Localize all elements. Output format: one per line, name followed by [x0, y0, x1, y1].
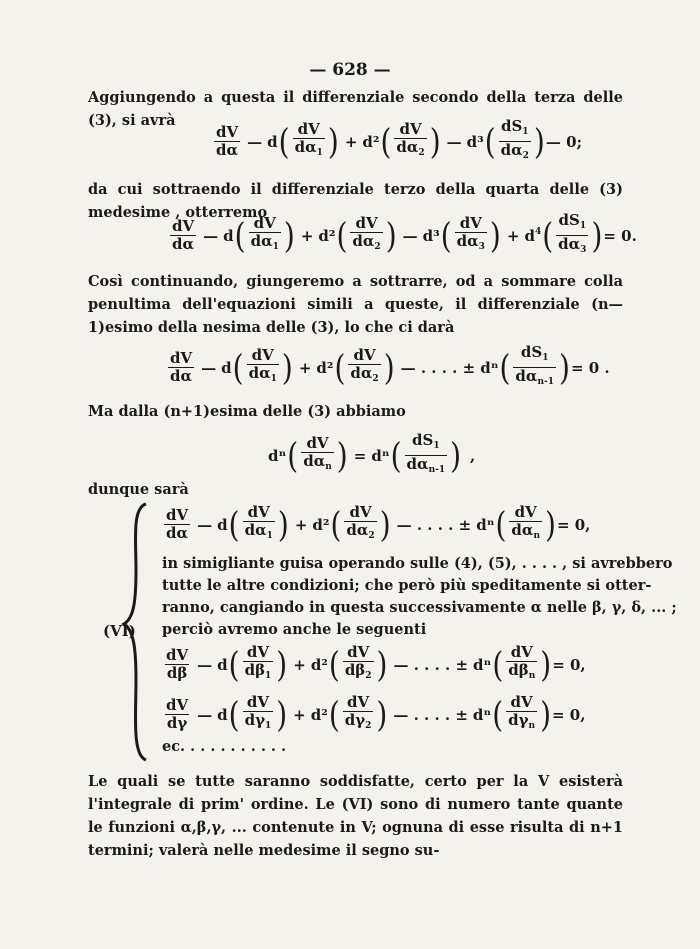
system-text-4: perciò avremo anche le seguenti: [162, 621, 427, 638]
paragraph-4: Ma dalla (n+1)esima delle (3) abbiamo: [88, 403, 406, 420]
equation-2: $\frac{dV}{d\alpha}$ — d ( $\frac{dV}{d\alpha_1}$ ) + d² ( $\frac{dV}{d\alpha_2}$ ) — d³ ( $\frac{dV}{d\alpha_3}$ ) + $d^4$ ( $\frac{dS_1}{d\alpha_3}$ ) = 0.: [168, 212, 637, 259]
page-number: — 628 —: [309, 60, 391, 80]
equation-4: dⁿ ( $\frac{dV}{d\alpha_n}$ ) = dⁿ ( $\frac{dS_1}{d\alpha_{n-1}}$ ) ,: [268, 432, 475, 479]
paragraph-6: Le quali se tutte saranno soddisfatte, certo per la V esisterà l'integrale di prim' ordine. Le (VI) sono di numero tante quante le funzioni α,β,γ, ... contenute in V; ognuna di esse risulta di n+1 termini; valerà nelle medesime il segno su-: [88, 773, 623, 859]
system-label: (VI): [103, 622, 136, 640]
paragraph-5: dunque sarà: [88, 481, 189, 498]
equation-1: $\frac{dV}{d\alpha}$ — d ( $\frac{dV}{d\alpha_1}$ ) + d² ( $\frac{dV}{d\alpha_2}$ ) — d³ ( $\frac{dS_1}{d\alpha_2}$ ) — 0;: [212, 118, 582, 165]
system-text-3: ranno, cangiando in questa successivamente α nelle β, γ, δ, ... ;: [162, 599, 677, 616]
etc-line: ec. . . . . . . . . . .: [162, 738, 287, 755]
equation-3: $\frac{dV}{d\alpha}$ — d ( $\frac{dV}{d\alpha_1}$ ) + d² ( $\frac{dV}{d\alpha_2}$ ) — . . . . ± dⁿ ( $\frac{dS_1}{d\alpha_{n-1}}$ ) = 0 .: [166, 344, 610, 391]
paragraph-2: da cui sottraendo il differenziale terzo della quarta delle (3) medesime , otterremo: [88, 181, 623, 221]
system-equation-alpha: $\frac{dV}{d\alpha}$ — d ( $\frac{dV}{d\alpha_1}$ ) + d² ( $\frac{dV}{d\alpha_2}$ ) — . . . . ± dⁿ ( $\frac{dV}{d\alpha_n}$ ) = 0,: [166, 503, 591, 545]
system-text-2: tutte le altre condizioni; che però più speditamente si otter-: [162, 577, 652, 594]
system-equation-gamma: $\frac{dV}{d\gamma}$ — d ( $\frac{dV}{d\gamma_1}$ ) + d² ( $\frac{dV}{d\gamma_2}$ ) — . . . . ± dⁿ ( $\frac{dV}{d\gamma_n}$ ) = 0,: [166, 693, 586, 735]
system-equation-beta: $\frac{dV}{d\beta}$ — d ( $\frac{dV}{d\beta_1}$ ) + d² ( $\frac{dV}{d\beta_2}$ ) — . . . . ± dⁿ ( $\frac{dV}{d\beta_n}$ ) = 0,: [166, 643, 586, 685]
fraction: $\frac{dV}{d\alpha}$: [216, 123, 239, 159]
paragraph-1: Aggiungendo a questa il differenziale secondo della terza delle (3), si avrà: [88, 89, 623, 129]
paragraph-3: Così continuando, giungeremo a sottrarre, od a sommare colla penultima dell'equazioni simili a queste, il differenziale (n—1)esimo della nesima delle (3), lo che ci darà: [88, 273, 623, 336]
system-text-1: in simigliante guisa operando sulle (4), (5), . . . . , si avrebbero: [162, 555, 673, 572]
